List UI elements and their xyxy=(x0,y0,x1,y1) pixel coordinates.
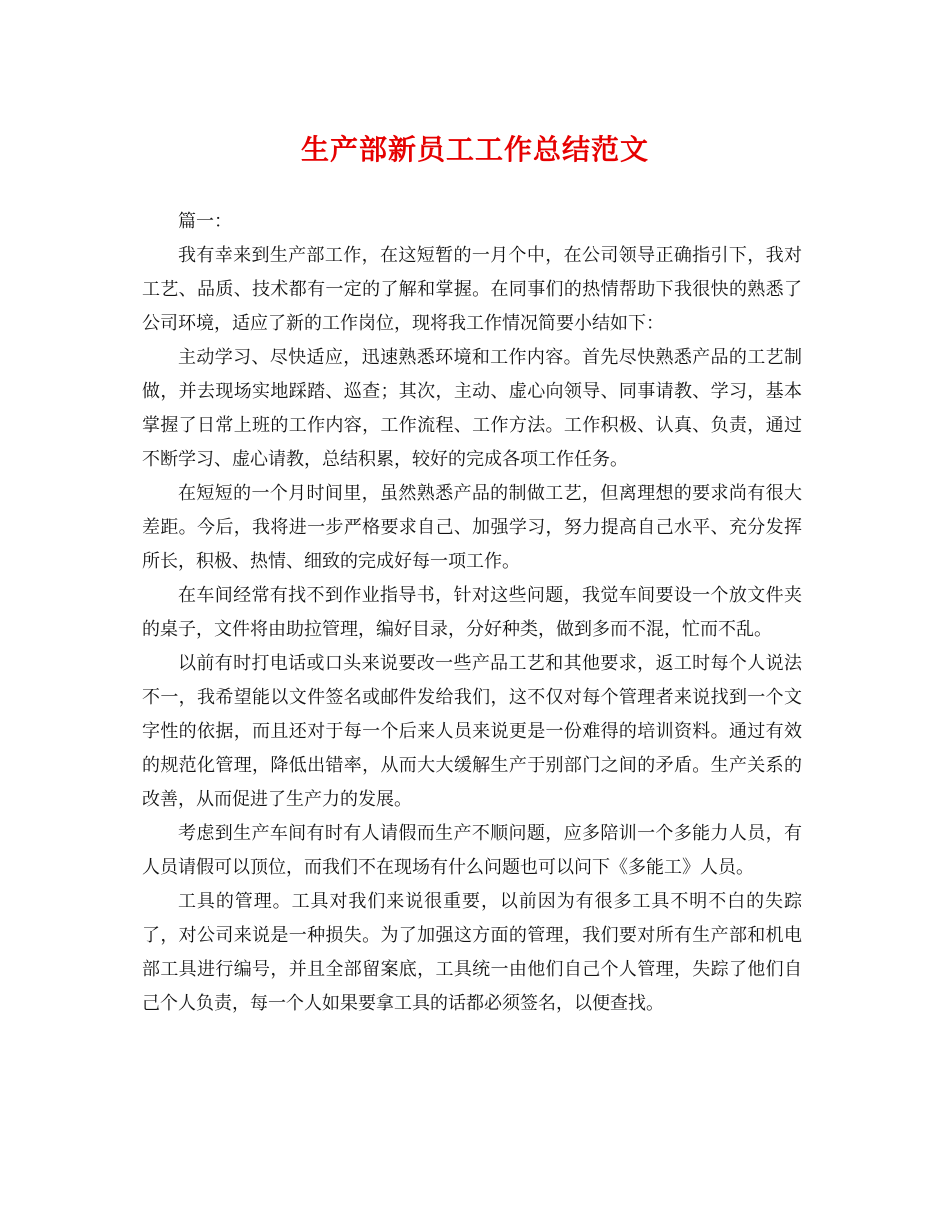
paragraph-improvement: 在短短的一个月时间里，虽然熟悉产品的制做工艺，但离理想的要求尚有很大差距。今后，我将进一步严格要求自己、加强学习，努力提高自己水平、充分发挥所长，积极、热情、细致的完成好每一项工作。 xyxy=(142,483,802,572)
paragraph-document-changes: 以前有时打电话或口头来说要改一些产品工艺和其他要求，返工时每个人说法不一，我希望能以文件签名或邮件发给我们，这不仅对每个管理者来说找到一个文字性的依据，而且还对于每一个后来人员来说更是一份难得的培训资料。通过有效的规范化管理，降低出错率，从而大大缓解生产于别部门之间的矛盾。生产关系的改善，从而促进了生产力的发展。 xyxy=(142,653,802,810)
paragraph-active-learning: 主动学习、尽快适应，迅速熟悉环境和工作内容。首先尽快熟悉产品的工艺制做，并去现场实地踩踏、巡查；其次，主动、虚心向领导、同事请教、学习，基本掌握了日常上班的工作内容，工作流程、工作方法。工作积极、认真、负责，通过不断学习、虚心请教，总结积累，较好的完成各项工作任务。 xyxy=(142,347,802,470)
paragraph-tool-management: 工具的管理。工具对我们来说很重要，以前因为有很多工具不明不白的失踪了，对公司来说是一种损失。为了加强这方面的管理，我们要对所有生产部和机电部工具进行编号，并且全部留案底，工具统一由他们自己个人管理，失踪了他们自己个人负责，每一个人如果要拿工具的话都必须签名，以便查找。 xyxy=(142,891,802,1014)
document-body xyxy=(142,205,802,1021)
paragraph-intro: 我有幸来到生产部工作，在这短暂的一月个中，在公司领导正确指引下，我对工艺、品质、技术都有一定的了解和掌握。在同事们的热情帮助下我很快的熟悉了公司环境，适应了新的工作岗位，现将我工作情况简要小结如下： xyxy=(142,245,802,334)
paragraph-multi-skill: 考虑到生产车间有时有人请假而生产不顺问题，应多陪训一个多能力人员，有人员请假可以顶位，而我们不在现场有什么问题也可以问下《多能工》人员。 xyxy=(142,823,802,878)
document-title: 生产部新员工工作总结范文 xyxy=(300,133,649,166)
paragraph-file-desk: 在车间经常有找不到作业指导书，针对这些问题，我觉车间要设一个放文件夹的桌子，文件将由助拉管理，编好目录，分好种类，做到多而不混，忙而不乱。 xyxy=(142,585,802,640)
paragraph-section-heading: 篇一： xyxy=(178,211,232,232)
